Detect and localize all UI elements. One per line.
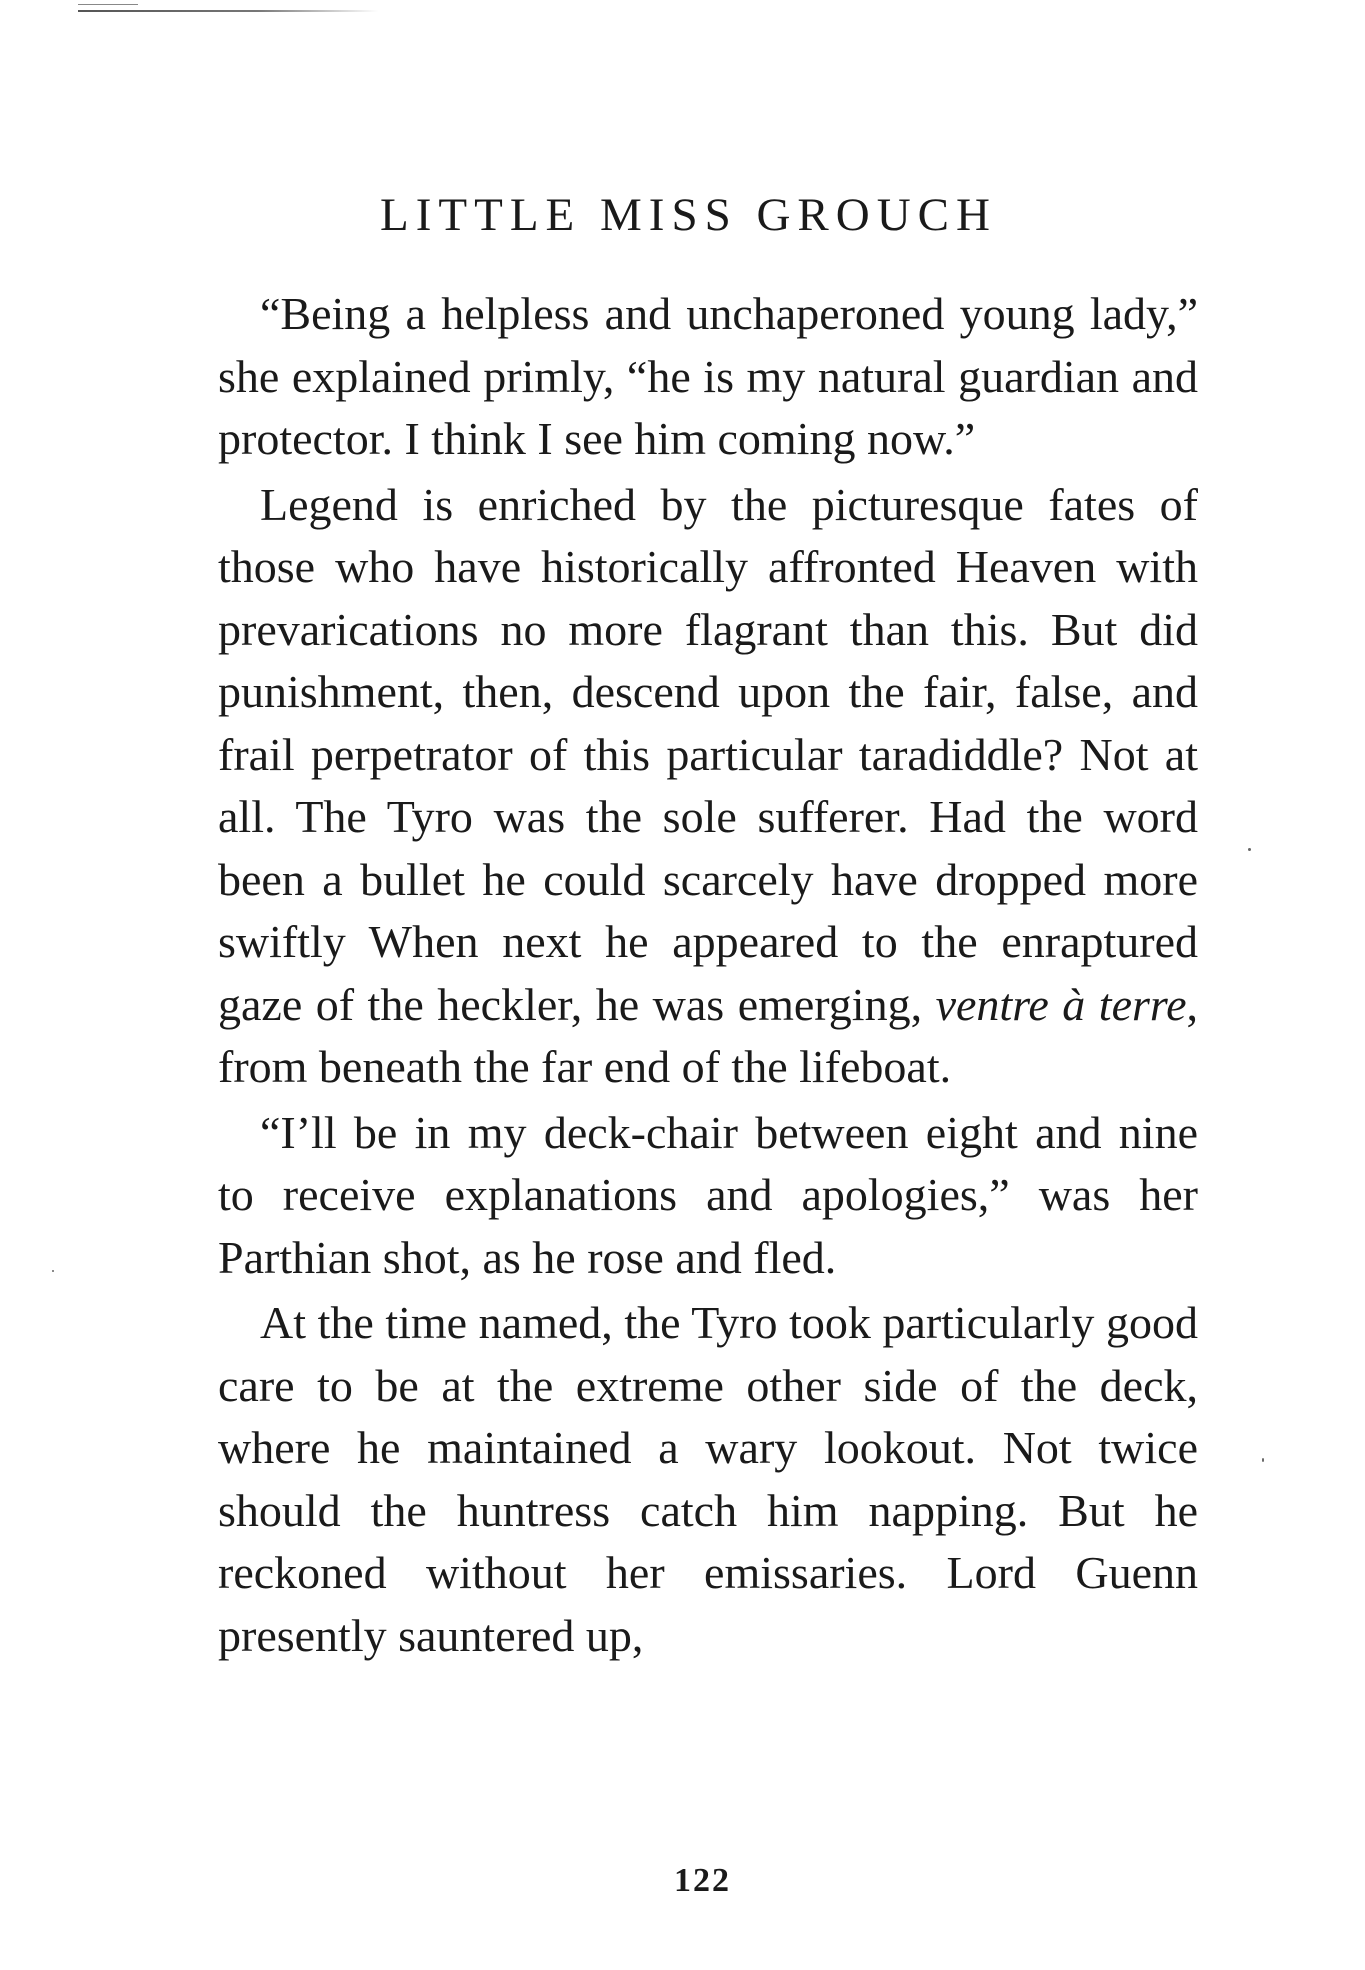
paragraph-text: Legend is enriched by the picturesque fates of those who have historically affronted Heaven with prevarications no more flagrant than this. But did punishment, then, descend upon the fair, false, and frail perpetrator of this particular taradiddle? Not at all. The Tyro was the sole sufferer. Had the word been a bullet he could scarcely have dropped more swiftly When next he appeared to the enraptured gaze of the heckler, he was emerging, [218, 478, 1198, 1030]
paragraph [218, 474, 1198, 1099]
running-head: LITTLE MISS GROUCH [380, 189, 997, 241]
scan-speck [52, 1270, 54, 1272]
paragraph-text: “I’ll be in my deck-chair between eight and nine to receive explanations and apologies,” was her Parthian shot, as he rose and fled. [218, 1106, 1198, 1283]
body-text [218, 283, 1198, 1667]
scan-speck [1248, 848, 1251, 851]
paragraph [218, 1292, 1198, 1667]
paragraph [218, 1102, 1198, 1290]
scan-edge-rule [78, 10, 378, 12]
paragraph-text: At the time named, the Tyro took particularly good care to be at the extreme other side of the deck, where he maintained a wary lookout. Not twice should the huntress catch him napping. But he reckoned without her emissaries. Lord Guenn presently sauntered up, [218, 1297, 1198, 1661]
paragraph [218, 283, 1198, 471]
paragraph-text: , from beneath the far end of the lifeboat. [218, 978, 1198, 1092]
scan-speck [1262, 1458, 1264, 1462]
italic-phrase: ventre à terre [935, 978, 1187, 1030]
scan-edge-mark [78, 4, 138, 5]
paragraph-text: “Being a helpless and unchaperoned young lady,” she explained primly, “he is my natural guardian and protector. I think I see him coming now.” [218, 288, 1198, 464]
page-number: 122 [674, 1862, 731, 1899]
